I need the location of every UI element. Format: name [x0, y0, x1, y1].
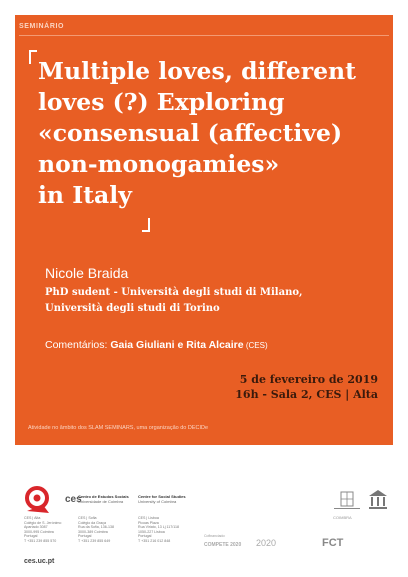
fct-logo: FCT — [322, 537, 344, 549]
contact-line: T +351 216 012 848 — [138, 538, 171, 543]
title-line: «consensual (affective) — [38, 119, 343, 147]
contact-line: Apartado 3087 — [24, 525, 48, 529]
title-line: non-monogamies» — [38, 150, 280, 178]
contact-sofia — [78, 516, 114, 543]
title-line: loves (?) Exploring — [38, 88, 285, 116]
title-line: Multiple loves, different — [38, 57, 356, 85]
contact-alta — [24, 516, 61, 543]
contact-line: 1050-227 Lisboa — [138, 529, 165, 534]
website-link[interactable]: ces.uc.pt — [24, 558, 55, 565]
commentators-names: Gaia Giuliani e Rita Alcaire — [110, 339, 244, 351]
event-date: 5 de fevereiro de 2019 — [239, 373, 378, 386]
speaker-name: Nicole Braida — [45, 265, 129, 281]
open-bracket-ornament — [29, 50, 37, 64]
commentators-institution: (CES) — [243, 341, 268, 350]
footnote: Atividade no âmbito dos SLAM SEMINARS, uma organização do DECIDe — [28, 425, 209, 431]
commentators — [45, 339, 268, 351]
uc-logo-label: COIMBRA — [333, 515, 352, 520]
contact-line: CES | Sofia — [78, 516, 97, 520]
affiliation-line: Università degli studi di Torino — [45, 303, 220, 314]
contact-line: T +351 239 855 570 — [24, 538, 57, 543]
contact-line: Rua da Sofia, 136-138 — [78, 525, 114, 529]
portugal2020-logo: 2020 — [256, 538, 277, 548]
seminar-title — [38, 56, 383, 211]
contact-line: Rua Viriato, 13 Lj 117/118 — [138, 525, 179, 529]
contact-line: Picoas Plaza — [138, 520, 159, 525]
institution-en — [138, 494, 186, 504]
title-divider — [19, 35, 389, 36]
institution-en-name: Centre for Social Studies — [138, 494, 186, 499]
ces-logo-icon — [23, 485, 63, 515]
funding-label: Cofinanciado: — [204, 534, 226, 538]
university-coimbra-logo-icon — [332, 490, 362, 514]
contact-line: Portugal — [138, 534, 152, 538]
title-line: in Italy — [38, 181, 132, 209]
close-bracket-ornament — [142, 218, 150, 232]
institution-pt-name: Centro de Estudos Sociais — [78, 494, 129, 499]
contact-line: T +351 239 855 649 — [78, 538, 111, 543]
institution-pt — [78, 494, 129, 504]
contact-line: 3000-389 Coimbra — [78, 529, 108, 534]
contact-line: Colégio de S. Jerónimo — [24, 520, 62, 525]
speaker-affiliation — [45, 285, 303, 317]
ces-logo-text: ces — [65, 494, 82, 505]
contact-line: CES | Lisboa — [138, 516, 159, 520]
event-datetime — [235, 372, 378, 402]
affiliation-line: PhD sudent - Università degli studi di Milano, — [45, 287, 303, 298]
contact-line: 3000-995 Coimbra — [24, 529, 54, 534]
contact-line: Portugal — [24, 534, 38, 538]
contact-line: CES | Alta — [24, 516, 41, 520]
event-time-place: 16h - Sala 2, CES | Alta — [235, 388, 378, 401]
commentators-label: Comentários: — [45, 339, 111, 351]
category-label: SEMINÁRIO — [19, 23, 65, 30]
contact-lisboa — [138, 516, 179, 543]
unesco-logo-icon — [367, 488, 389, 514]
contact-line: Portugal — [78, 534, 92, 538]
contact-line: Colégio da Graça — [78, 520, 106, 525]
compete-logo: COMPETE 2020 — [204, 542, 242, 548]
institution-en-university: University of Coimbra — [138, 499, 177, 504]
institution-pt-university: Universidade de Coimbra — [78, 499, 124, 504]
